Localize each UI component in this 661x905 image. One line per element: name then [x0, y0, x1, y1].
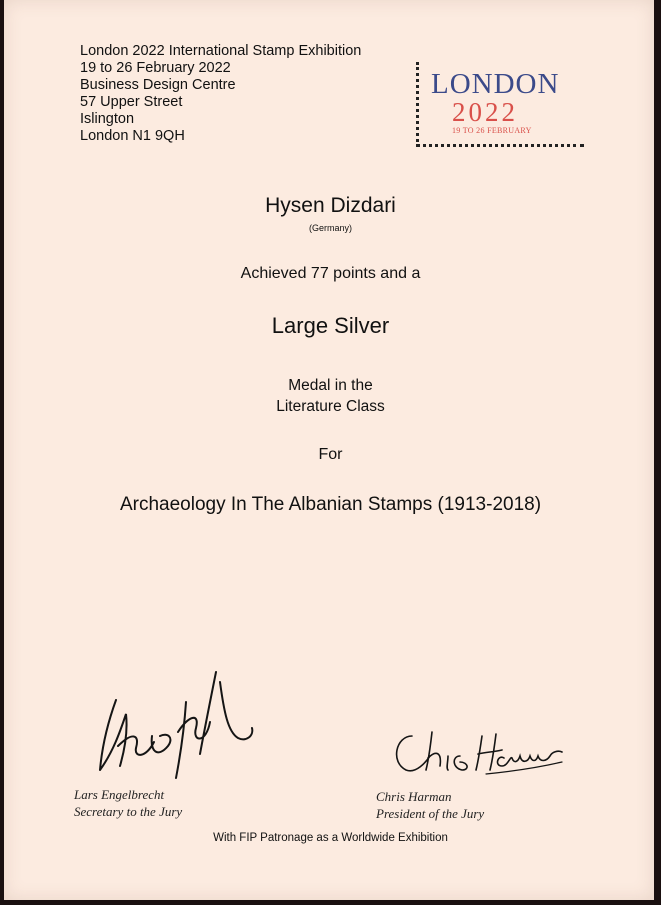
class-line: Literature Class [276, 398, 385, 415]
address-line: Islington [80, 111, 135, 127]
address-line: 57 Upper Street [80, 94, 183, 110]
medal-line: Medal in the [288, 377, 373, 394]
president-name: Chris Harman [376, 789, 452, 804]
logo-city: LONDON [431, 68, 560, 100]
president-signature [386, 722, 566, 782]
address-line: 19 to 26 February 2022 [80, 60, 231, 76]
for-label: For [318, 446, 343, 463]
address-line: London 2022 International Stamp Exhibition [80, 43, 362, 59]
address-line: London N1 9QH [80, 128, 185, 144]
logo-dates: 19 TO 26 FEBRUARY [452, 126, 532, 135]
recipient-country: (Germany) [308, 223, 352, 233]
president-block [376, 788, 484, 822]
logo-year: 2022 [452, 97, 518, 127]
award-level: Large Silver [271, 313, 390, 338]
medal-class [0, 375, 661, 417]
secretary-role: Secretary to the Jury [74, 804, 183, 819]
organizer-address [80, 43, 361, 145]
exhibit-title: Archaeology In The Albanian Stamps (1913-2018) [119, 494, 542, 515]
address-line: Business Design Centre [80, 77, 236, 93]
achievement-text: Achieved 77 points and a [240, 265, 421, 282]
patronage-footer: With FIP Patronage as a Worldwide Exhibition [213, 832, 448, 844]
recipient-name: Hysen Dizdari [265, 194, 396, 217]
president-role: President of the Jury [376, 806, 485, 821]
secretary-signature [88, 662, 258, 782]
secretary-name: Lars Engelbrecht [74, 787, 165, 802]
secretary-block [74, 786, 182, 820]
